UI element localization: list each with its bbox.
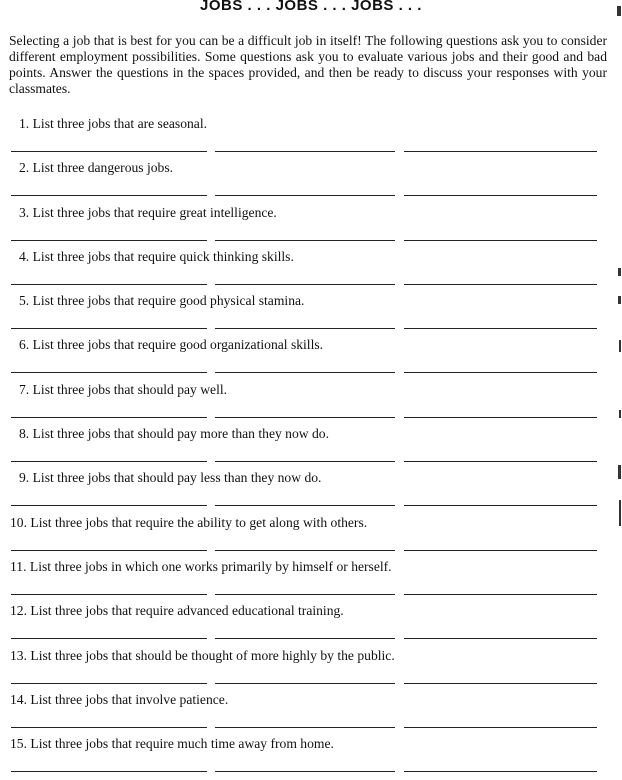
question-item-13 (0, 648, 622, 692)
answer-line-1[interactable] (11, 638, 207, 639)
question-text (19, 205, 277, 221)
question-text (19, 426, 329, 442)
answer-line-3[interactable] (404, 284, 597, 285)
answer-line-1[interactable] (11, 683, 207, 684)
question-number: 7. (19, 381, 30, 397)
intro-paragraph: Selecting a job that is best for you can be a difficult job in itself! The following questions ask you to consider different employment possibilities. Some questions ask you to evaluate various jobs and their good and bad points. Answer the questions in the spaces provided, and then be ready to discuss your responses with your classmates. (9, 33, 607, 96)
question-prompt: List three jobs that should pay less than they now do. (32, 470, 322, 486)
question-item-2 (0, 160, 622, 204)
question-prompt: List three dangerous jobs. (32, 160, 174, 176)
question-prompt: List three jobs that should pay more than they now do. (32, 426, 329, 442)
answer-line-1[interactable] (11, 461, 207, 462)
answer-line-3[interactable] (404, 417, 597, 418)
question-item-8 (0, 426, 622, 470)
scan-edge-mark (618, 268, 621, 276)
answer-line-2[interactable] (215, 683, 395, 684)
question-prompt: List three jobs that require great intelligence. (32, 204, 277, 220)
answer-line-1[interactable] (11, 771, 207, 772)
answer-line-3[interactable] (404, 195, 597, 196)
answer-line-1[interactable] (11, 195, 207, 196)
answer-line-1[interactable] (11, 240, 207, 241)
question-item-9 (0, 470, 622, 514)
answer-line-3[interactable] (404, 240, 597, 241)
answer-line-1[interactable] (11, 328, 207, 329)
question-number: 13. (10, 647, 27, 663)
answer-line-1[interactable] (11, 594, 207, 595)
answer-line-3[interactable] (404, 461, 597, 462)
answer-line-3[interactable] (404, 328, 597, 329)
answer-line-1[interactable] (11, 417, 207, 418)
scan-edge-mark (619, 340, 621, 352)
answer-line-1[interactable] (11, 550, 207, 551)
answer-line-2[interactable] (215, 240, 395, 241)
answer-line-1[interactable] (11, 151, 207, 152)
question-number: 5. (19, 293, 30, 309)
question-prompt: List three jobs that require quick thinking skills. (32, 248, 294, 264)
answer-line-2[interactable] (215, 727, 395, 728)
question-text (10, 736, 334, 752)
question-prompt: List three jobs that require good organizational skills. (32, 337, 324, 353)
question-number: 2. (19, 160, 30, 176)
question-item-12 (0, 603, 622, 647)
question-text (10, 515, 367, 531)
answer-line-3[interactable] (404, 727, 597, 728)
answer-line-2[interactable] (215, 284, 395, 285)
worksheet-title: JOBS . . . JOBS . . . JOBS . . . (200, 0, 422, 14)
answer-line-3[interactable] (404, 151, 597, 152)
answer-line-1[interactable] (11, 284, 207, 285)
question-prompt: List three jobs that should be thought of more highly by the public. (30, 647, 395, 663)
question-number: 3. (19, 204, 30, 220)
scan-edge-mark (618, 296, 621, 304)
answer-line-3[interactable] (404, 683, 597, 684)
question-prompt: List three jobs that require good physical stamina. (32, 293, 305, 309)
question-number: 1. (19, 116, 30, 131)
question-item-15 (0, 736, 622, 780)
answer-line-3[interactable] (404, 550, 597, 551)
question-number: 8. (19, 426, 30, 442)
answer-line-2[interactable] (215, 505, 395, 506)
answer-line-3[interactable] (404, 505, 597, 506)
answer-line-3[interactable] (404, 594, 597, 595)
question-item-6 (0, 337, 622, 381)
answer-line-1[interactable] (11, 505, 207, 506)
scan-edge-mark (617, 6, 621, 16)
answer-line-2[interactable] (215, 195, 395, 196)
answer-line-2[interactable] (215, 461, 395, 462)
question-item-14 (0, 692, 622, 736)
answer-line-3[interactable] (404, 638, 597, 639)
answer-line-1[interactable] (11, 372, 207, 373)
answer-line-2[interactable] (215, 550, 395, 551)
question-item-4 (0, 249, 622, 293)
question-number: 6. (19, 337, 30, 353)
question-text (19, 470, 321, 486)
answer-line-2[interactable] (215, 328, 395, 329)
question-text (19, 337, 323, 353)
question-item-10 (0, 515, 622, 559)
question-text (10, 603, 344, 619)
question-prompt: List three jobs that require advanced educational training. (30, 603, 344, 619)
answer-line-3[interactable] (404, 372, 597, 373)
question-prompt: List three jobs that should pay well. (32, 381, 228, 397)
question-number: 14. (10, 691, 27, 707)
question-item-5 (0, 293, 622, 337)
question-text (19, 249, 294, 265)
question-prompt: List three jobs that are seasonal. (32, 116, 208, 131)
question-text (19, 160, 173, 176)
question-number: 9. (19, 470, 30, 486)
question-number: 11. (10, 558, 27, 574)
answer-line-2[interactable] (215, 372, 395, 373)
question-text (19, 116, 207, 132)
question-item-3 (0, 205, 622, 249)
answer-line-2[interactable] (215, 638, 395, 639)
question-prompt: List three jobs that require much time away from home. (30, 736, 334, 752)
question-prompt: List three jobs that require the ability to get along with others. (30, 514, 368, 530)
question-item-1 (0, 116, 622, 160)
question-number: 4. (19, 248, 30, 264)
question-text (10, 559, 392, 575)
question-number: 12. (10, 603, 27, 619)
answer-line-2[interactable] (215, 771, 395, 772)
scan-edge-mark (619, 410, 621, 418)
question-number: 15. (10, 736, 27, 752)
answer-line-2[interactable] (215, 594, 395, 595)
answer-line-2[interactable] (215, 151, 395, 152)
question-item-7 (0, 382, 622, 426)
answer-line-3[interactable] (404, 771, 597, 772)
question-text (10, 692, 228, 708)
question-prompt: List three jobs in which one works primarily by himself or herself. (29, 558, 392, 574)
question-text (19, 293, 304, 309)
question-number: 10. (10, 514, 27, 530)
answer-line-1[interactable] (11, 727, 207, 728)
question-prompt: List three jobs that involve patience. (30, 691, 229, 707)
question-item-11 (0, 559, 622, 603)
scan-edge-mark (618, 465, 621, 479)
answer-line-2[interactable] (215, 417, 395, 418)
question-text (10, 648, 395, 664)
question-text (19, 382, 227, 398)
question-list (0, 116, 622, 780)
scan-edge-mark (619, 500, 621, 526)
